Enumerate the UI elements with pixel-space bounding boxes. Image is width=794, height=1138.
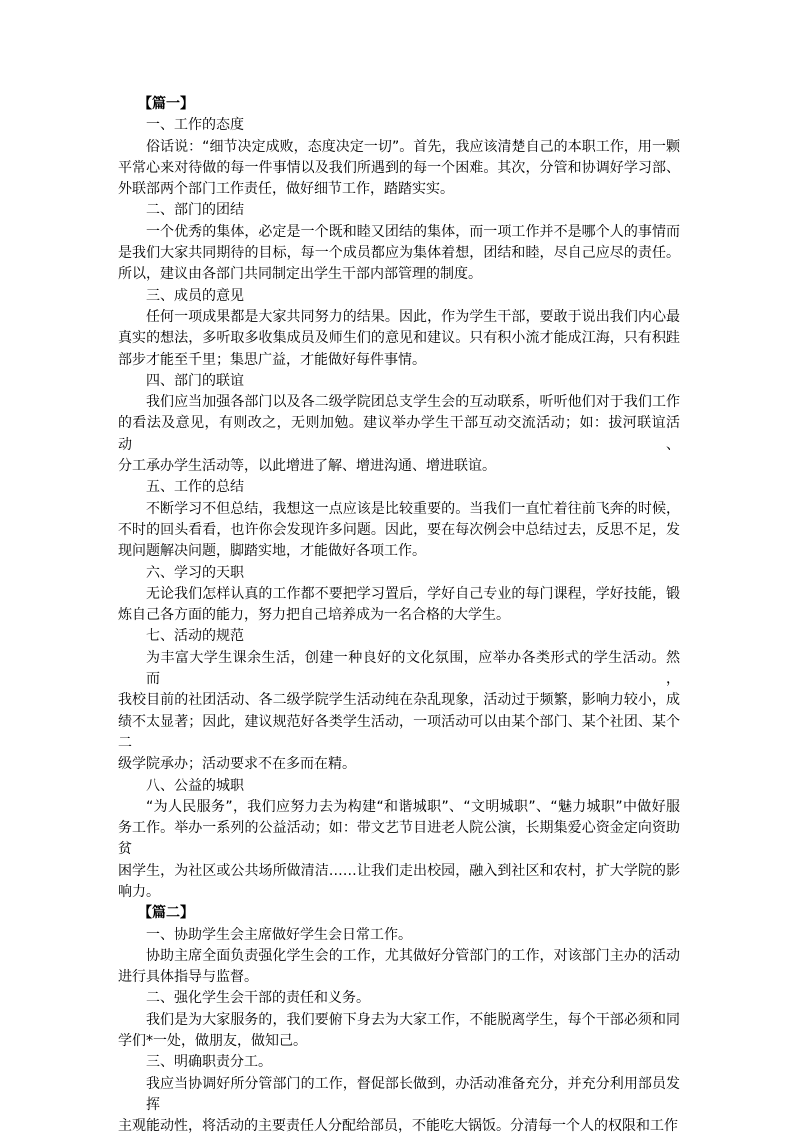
section-title: 【篇一】: [138, 96, 194, 112]
paragraph-line: 响力。: [118, 883, 160, 900]
item-heading: 三、明确职责分工。: [146, 1054, 272, 1071]
paragraph-line: 为丰富大学生课余生活，创建一种良好的文化氛围，应举办各类形式的学生活动。然而，: [146, 649, 680, 688]
item-heading: 四、部门的联谊: [146, 372, 244, 389]
paragraph-line: 我们是为大家服务的，我们要俯下身去为大家工作，不能脱离学生，每个干部必须和同: [146, 1011, 680, 1028]
paragraph-line: 部步才能至千里；集思广益，才能做好每件事情。: [118, 351, 426, 368]
paragraph-line: 炼自己各方面的能力，努力把自己培养成为一名合格的大学生。: [118, 607, 510, 624]
paragraph-line: 进行具体指导与监督。: [118, 969, 258, 986]
item-heading: 一、协助学生会主席做好学生会日常工作。: [146, 926, 412, 943]
paragraph-line: 一个优秀的集体，必定是一个既和睦又团结的集体，而一项工作并不是哪个人的事情而: [146, 223, 680, 240]
paragraph-line: 不断学习不但总结，我想这一点应该是比较重要的。当我们一直忙着往前飞奔的时候，: [146, 500, 680, 517]
item-heading: 二、部门的团结: [146, 202, 244, 219]
item-heading: 五、工作的总结: [146, 479, 244, 496]
paragraph-line: “为人民服务”，我们应努力去为构建“和谐城职”、“文明城职”、“魅力城职”中做好服: [146, 798, 680, 815]
paragraph-line: 的看法及意见，有则改之，无则加勉。建议举办学生干部互动交流活动；如：拔河联谊活动、: [118, 415, 680, 453]
section-title: 【篇二】: [138, 905, 194, 922]
item-heading: 八、公益的城职: [146, 777, 244, 794]
paragraph-line: 所以，建议由各部门共同制定出学生干部内部管理的制度。: [118, 266, 482, 283]
paragraph-line: 任何一项成果都是大家共同努力的结果。因此，作为学生干部，要敢于说出我们内心最: [146, 308, 680, 325]
paragraph-line: 级学院承办；活动要求不在多而在精。: [118, 756, 356, 773]
paragraph-line: 现问题解决问题，脚踏实地，才能做好各项工作。: [118, 543, 426, 560]
paragraph-line: 我校目前的社团活动、各二级学院学生活动纯在杂乱现象，活动过于频繁，影响力较小，成: [118, 692, 680, 709]
item-heading: 三、成员的意见: [146, 287, 244, 304]
paragraph-line: 协助主席全面负责强化学生会的工作，尤其做好分管部门的工作，对该部门主办的活动: [146, 947, 680, 964]
paragraph-line: 是我们大家共同期待的目标，每一个成员都应为集体着想，团结和睦，尽自己应尽的责任。: [118, 245, 680, 262]
paragraph-line: 主观能动性，将活动的主要责任人分配给部员，不能吃大锅饭。分清每一个人的权限和工作: [118, 1118, 678, 1135]
paragraph-line: 困学生，为社区或公共场所做清洁……让我们走出校园，融入到社区和农村，扩大学院的影: [118, 862, 680, 879]
paragraph-line: 我们应当加强各部门以及各二级学院团总支学生会的互动联系，听听他们对于我们工作: [146, 394, 680, 411]
item-heading: 七、活动的规范: [146, 628, 244, 645]
item-heading: 一、工作的态度: [146, 117, 244, 134]
paragraph-line: 绩不太显著；因此，建议规范好各类学生活动，一项活动可以由某个部门、某个社团、某个二: [118, 713, 680, 751]
paragraph-line: 我应当协调好所分管部门的工作，督促部长做到，办活动准备充分，并充分利用部员发挥: [146, 1075, 680, 1113]
document-body: [118, 94, 680, 1138]
paragraph-line: 学们*一处，做朋友，做知己。: [118, 1033, 307, 1050]
item-heading: 六、学习的天职: [146, 564, 244, 581]
paragraph-line: 分工承办学生活动等，以此增进了解、增进沟通、增进联谊。: [118, 458, 496, 475]
item-heading: 二、强化学生会干部的责任和义务。: [146, 990, 370, 1007]
paragraph-line: 外联部两个部门工作责任，做好细节工作，踏踏实实。: [118, 181, 454, 198]
paragraph-line: 无论我们怎样认真的工作都不要把学习置后，学好自己专业的每门课程，学好技能，锻: [146, 585, 680, 602]
paragraph-line: 俗话说：“细节决定成败，态度决定一切”。首先，我应该清楚自己的本职工作，用一颗: [146, 138, 680, 155]
paragraph-line: 平常心来对待做的每一件事情以及我们所遇到的每一个困难。其次，分管和协调好学习部、: [118, 159, 680, 176]
paragraph-line: 不时的回头看看，也许你会发现许多问题。因此，要在每次例会中总结过去，反思不足，发: [118, 521, 680, 538]
paragraph-line: 务工作。举办一系列的公益活动；如：带文艺节目进老人院公演，长期集爱心资金定向资助贫: [118, 820, 680, 858]
paragraph-line: 真实的想法，多听取多收集成员及师生们的意见和建议。只有积小流才能成江海，只有积跬: [118, 330, 680, 347]
